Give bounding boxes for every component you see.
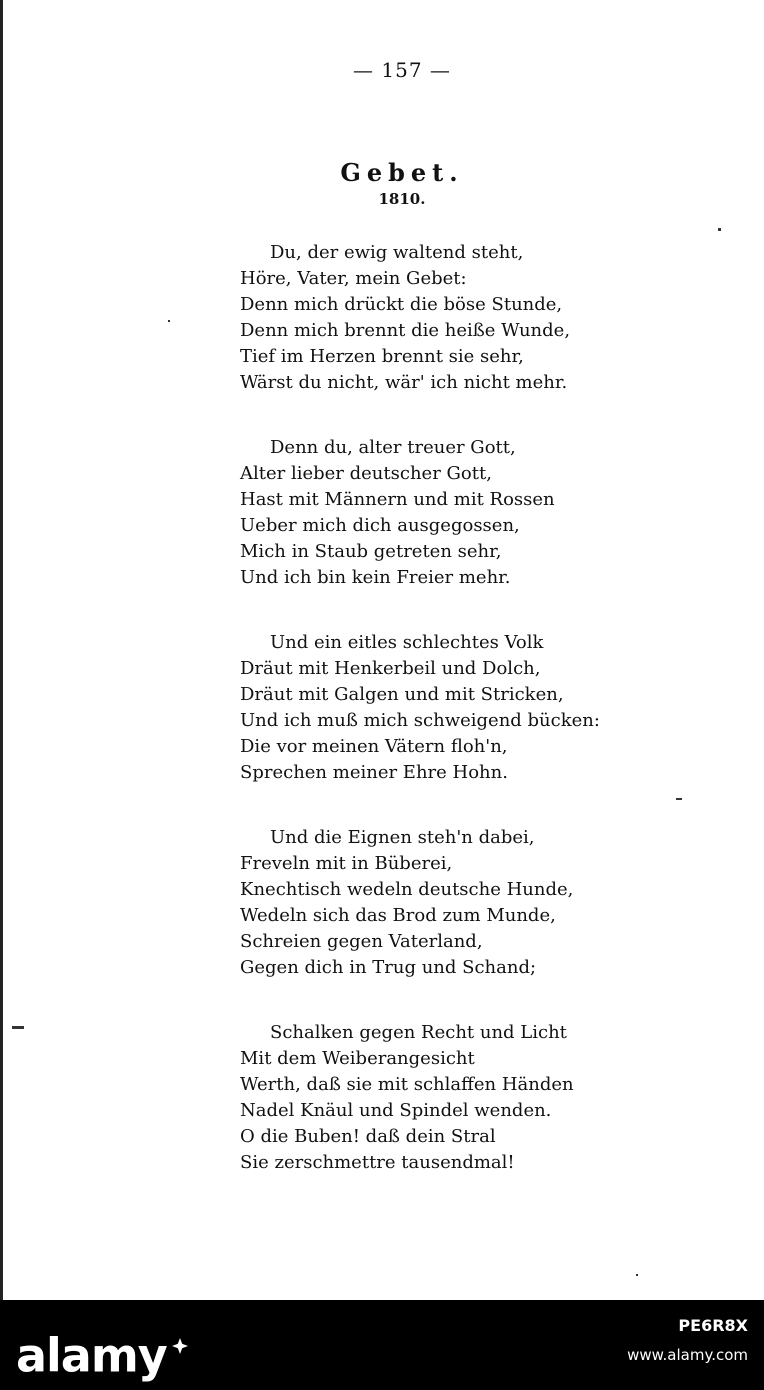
brand-logo bbox=[16, 1312, 189, 1382]
page-number: — 157 — bbox=[353, 58, 451, 82]
stanza bbox=[240, 630, 640, 786]
poem-line: Wärst du nicht, wär' ich nicht mehr. bbox=[240, 372, 568, 393]
poem-line: Mit dem Weiberangesicht bbox=[240, 1048, 475, 1069]
poem-line: Die vor meinen Vätern floh'n, bbox=[240, 736, 508, 757]
brand-mark-icon bbox=[171, 1312, 189, 1330]
site-url: www.alamy.com bbox=[627, 1346, 748, 1364]
poem-line: Höre, Vater, mein Gebet: bbox=[240, 268, 467, 289]
poem-line: Denn mich drückt die böse Stunde, bbox=[240, 294, 563, 315]
stanza bbox=[240, 435, 640, 591]
poem-line: Ueber mich dich ausgegossen, bbox=[240, 515, 520, 536]
poem-line: Du, der ewig waltend steht, bbox=[270, 242, 524, 263]
poem-line: Und die Eignen steh'n dabei, bbox=[270, 827, 535, 848]
poem-line: O die Buben! daß dein Stral bbox=[240, 1126, 496, 1147]
poem-line: Hast mit Männern und mit Rossen bbox=[240, 489, 555, 510]
image-id: PE6R8X bbox=[678, 1316, 748, 1335]
poem-line: Alter lieber deutscher Gott, bbox=[240, 463, 492, 484]
poem-title: Gebet. bbox=[340, 158, 464, 187]
poem-line: Und ich muß mich schweigend bücken: bbox=[240, 710, 600, 731]
stanza bbox=[240, 1020, 640, 1176]
poem-line: Gegen dich in Trug und Schand; bbox=[240, 957, 537, 978]
poem-body bbox=[240, 240, 640, 1215]
poem-line: Dräut mit Henkerbeil und Dolch, bbox=[240, 658, 541, 679]
poem-line: Sprechen meiner Ehre Hohn. bbox=[240, 762, 508, 783]
poem-year: 1810. bbox=[378, 190, 426, 208]
poem-line: Wedeln sich das Brod zum Munde, bbox=[240, 905, 556, 926]
scan-speck bbox=[12, 1026, 24, 1029]
scan-speck bbox=[676, 798, 682, 800]
stanza bbox=[240, 825, 640, 981]
poem-line: Und ich bin kein Freier mehr. bbox=[240, 567, 511, 588]
scan-speck bbox=[718, 228, 721, 231]
stanza bbox=[240, 240, 640, 396]
poem-line: Tief im Herzen brennt sie sehr, bbox=[240, 346, 524, 367]
scan-speck bbox=[636, 1274, 638, 1276]
poem-line: Schreien gegen Vaterland, bbox=[240, 931, 483, 952]
poem-line: Freveln mit in Büberei, bbox=[240, 853, 453, 874]
poem-line: Mich in Staub getreten sehr, bbox=[240, 541, 502, 562]
scan-speck bbox=[168, 320, 170, 322]
poem-line: Sie zerschmettre tausendmal! bbox=[240, 1152, 515, 1173]
poem-line: Dräut mit Galgen und mit Stricken, bbox=[240, 684, 564, 705]
brand-name: alamy bbox=[16, 1328, 167, 1383]
poem-line: Denn mich brennt die heiße Wunde, bbox=[240, 320, 571, 341]
poem-line: Knechtisch wedeln deutsche Hunde, bbox=[240, 879, 574, 900]
poem-line: Nadel Knäul und Spindel wenden. bbox=[240, 1100, 552, 1121]
poem-line: Denn du, alter treuer Gott, bbox=[270, 437, 516, 458]
poem-line: Und ein eitles schlechtes Volk bbox=[270, 632, 544, 653]
poem-line: Schalken gegen Recht und Licht bbox=[270, 1022, 567, 1043]
poem-line: Werth, daß sie mit schlaffen Händen bbox=[240, 1074, 574, 1095]
